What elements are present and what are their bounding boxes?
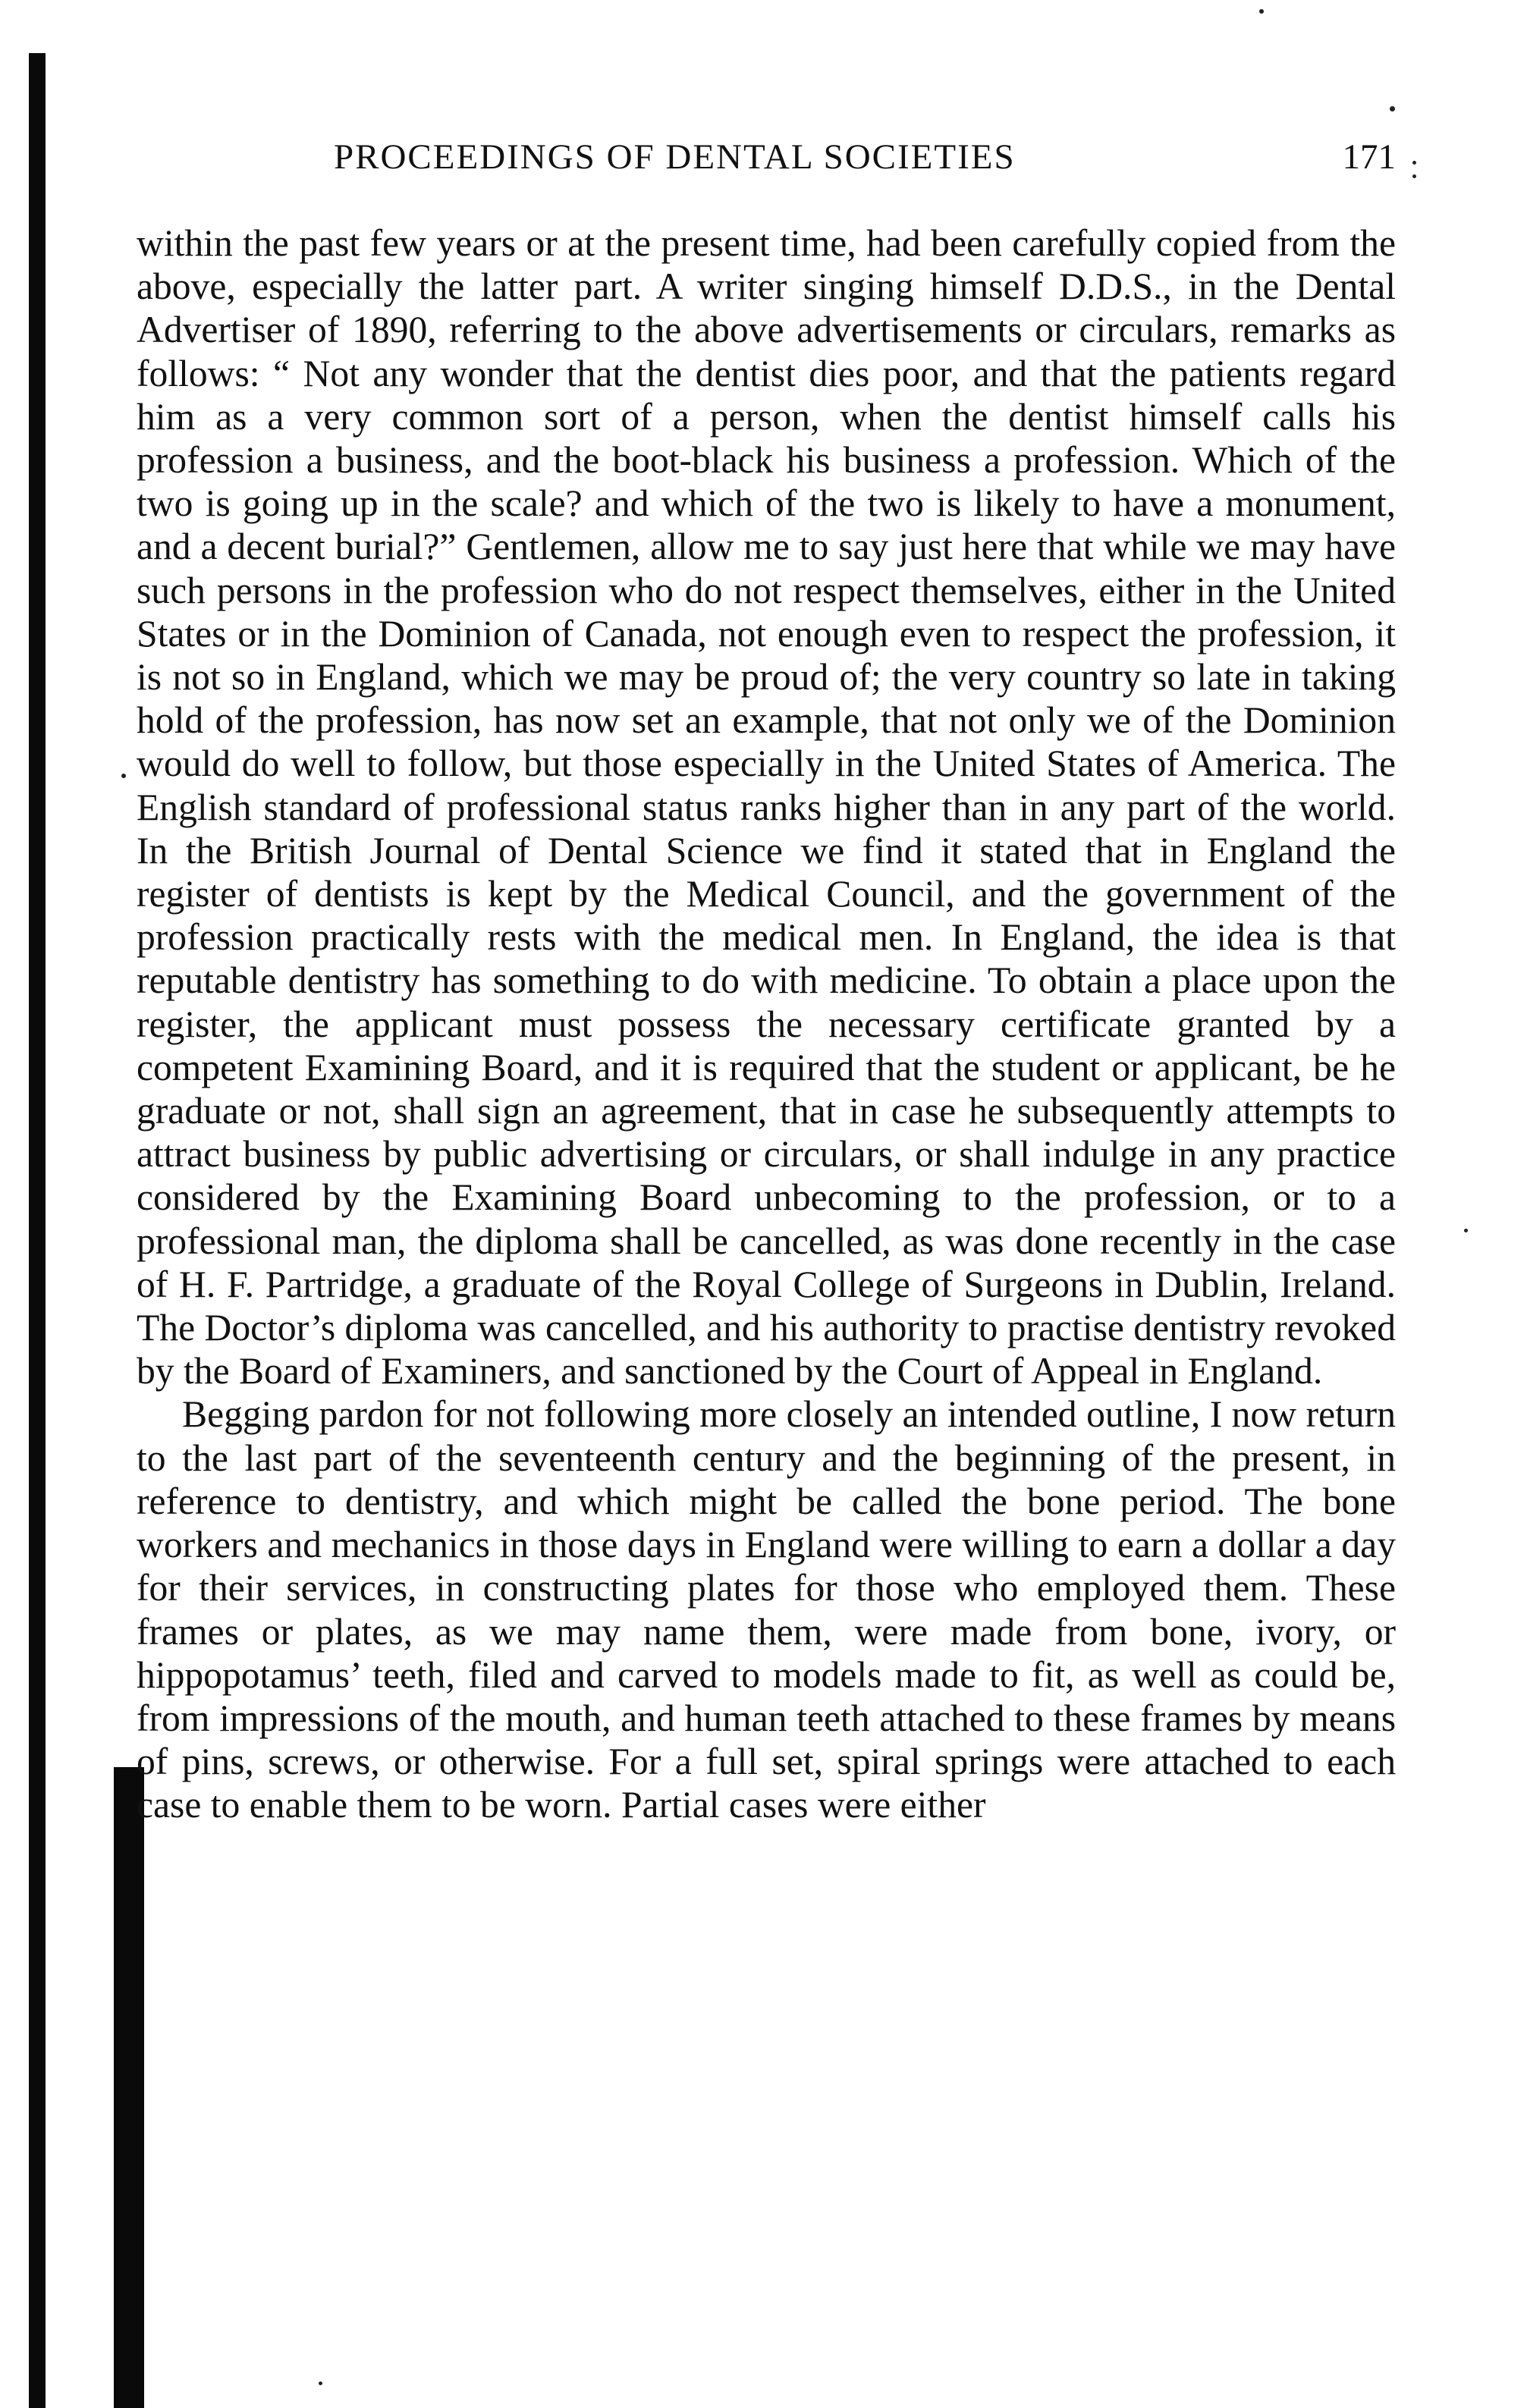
scan-speck: [1464, 1229, 1468, 1232]
page-header: [137, 137, 1396, 190]
scan-speck: [1390, 106, 1395, 111]
paragraph: within the past few years or at the present time, had been carefully copied from the above, especially the latter part. A writer singing himself D.D.S., in the Dental Advertiser of 1890, referring to the above advertisements or circulars, remarks as follows: “ Not any wonder that the dentist dies poor, and that the patients regard him as a very common sort of a person, when the dentist himself calls his profession a business, and the boot-black his business a profession. Which of the two is going up in the scale? and which of the two is likely to have a monument, and a decent burial?” Gentlemen, allow me to say just here that while we may have such persons in the profession who do not respect themselves, either in the United States or in the Dominion of Canada, not enough even to respect the profession, it is not so in England, which we may be proud of; the very country so late in taking hold of the profession, has now set an example, that not only we of the Dominion would do well to follow, but those especially in the United States of America. The English standard of professional status ranks higher than in any part of the world. In the British Journal of Dental Science we find it stated that in England the register of dentists is kept by the Medical Council, and the government of the profession practically rests with the medical men. In England, the idea is that reputable dentistry has something to do with medicine. To obtain a place upon the register, the applicant must possess the necessary certificate granted by a competent Examining Board, and it is required that the student or applicant, be he graduate or not, shall sign an agreement, that in case he subsequently attempts to attract business by public advertising or circulars, or shall indulge in any practice considered by the Examining Board unbecoming to the profession, or to a professional man, the diploma shall be cancelled, as was done recently in the case of H. F. Partridge, a graduate of the Royal College of Surgeons in Dublin, Ireland. The Doctor’s diploma was cancelled, and his authority to practise dentistry revoked by the Board of Examiners, and sanctioned by the Court of Appeal in England.: [137, 222, 1396, 1392]
binding-shadow: [29, 53, 46, 2408]
paragraph: Begging pardon for not following more closely an intended outline, I now return to the last part of the seventeenth century and the beginning of the present, in reference to dentistry, and which might be called the bone period. The bone workers and mechanics in those days in England were willing to earn a dollar a day for their services, in constructing plates for those who employed them. These frames or plates, as we may name them, were made from bone, ivory, or hippopotamus’ teeth, filed and carved to models made to fit, as well as could be, from impressions of the mouth, and human teeth attached to these frames by means of pins, screws, or otherwise. For a full set, spiral springs were attached to each case to enable them to be worn. Partial cases were either: [137, 1393, 1396, 1826]
page-number: 171: [1342, 137, 1396, 177]
scan-speck: [1259, 9, 1264, 14]
body-text: [137, 221, 1396, 1827]
scan-speck: [1412, 174, 1416, 178]
running-head: PROCEEDINGS OF DENTAL SOCIETIES: [334, 137, 1016, 177]
scan-speck: [121, 774, 126, 778]
scan-speck: [1412, 161, 1416, 165]
scan-speck: [319, 2381, 322, 2385]
binding-shadow-lower: [114, 1767, 144, 2408]
